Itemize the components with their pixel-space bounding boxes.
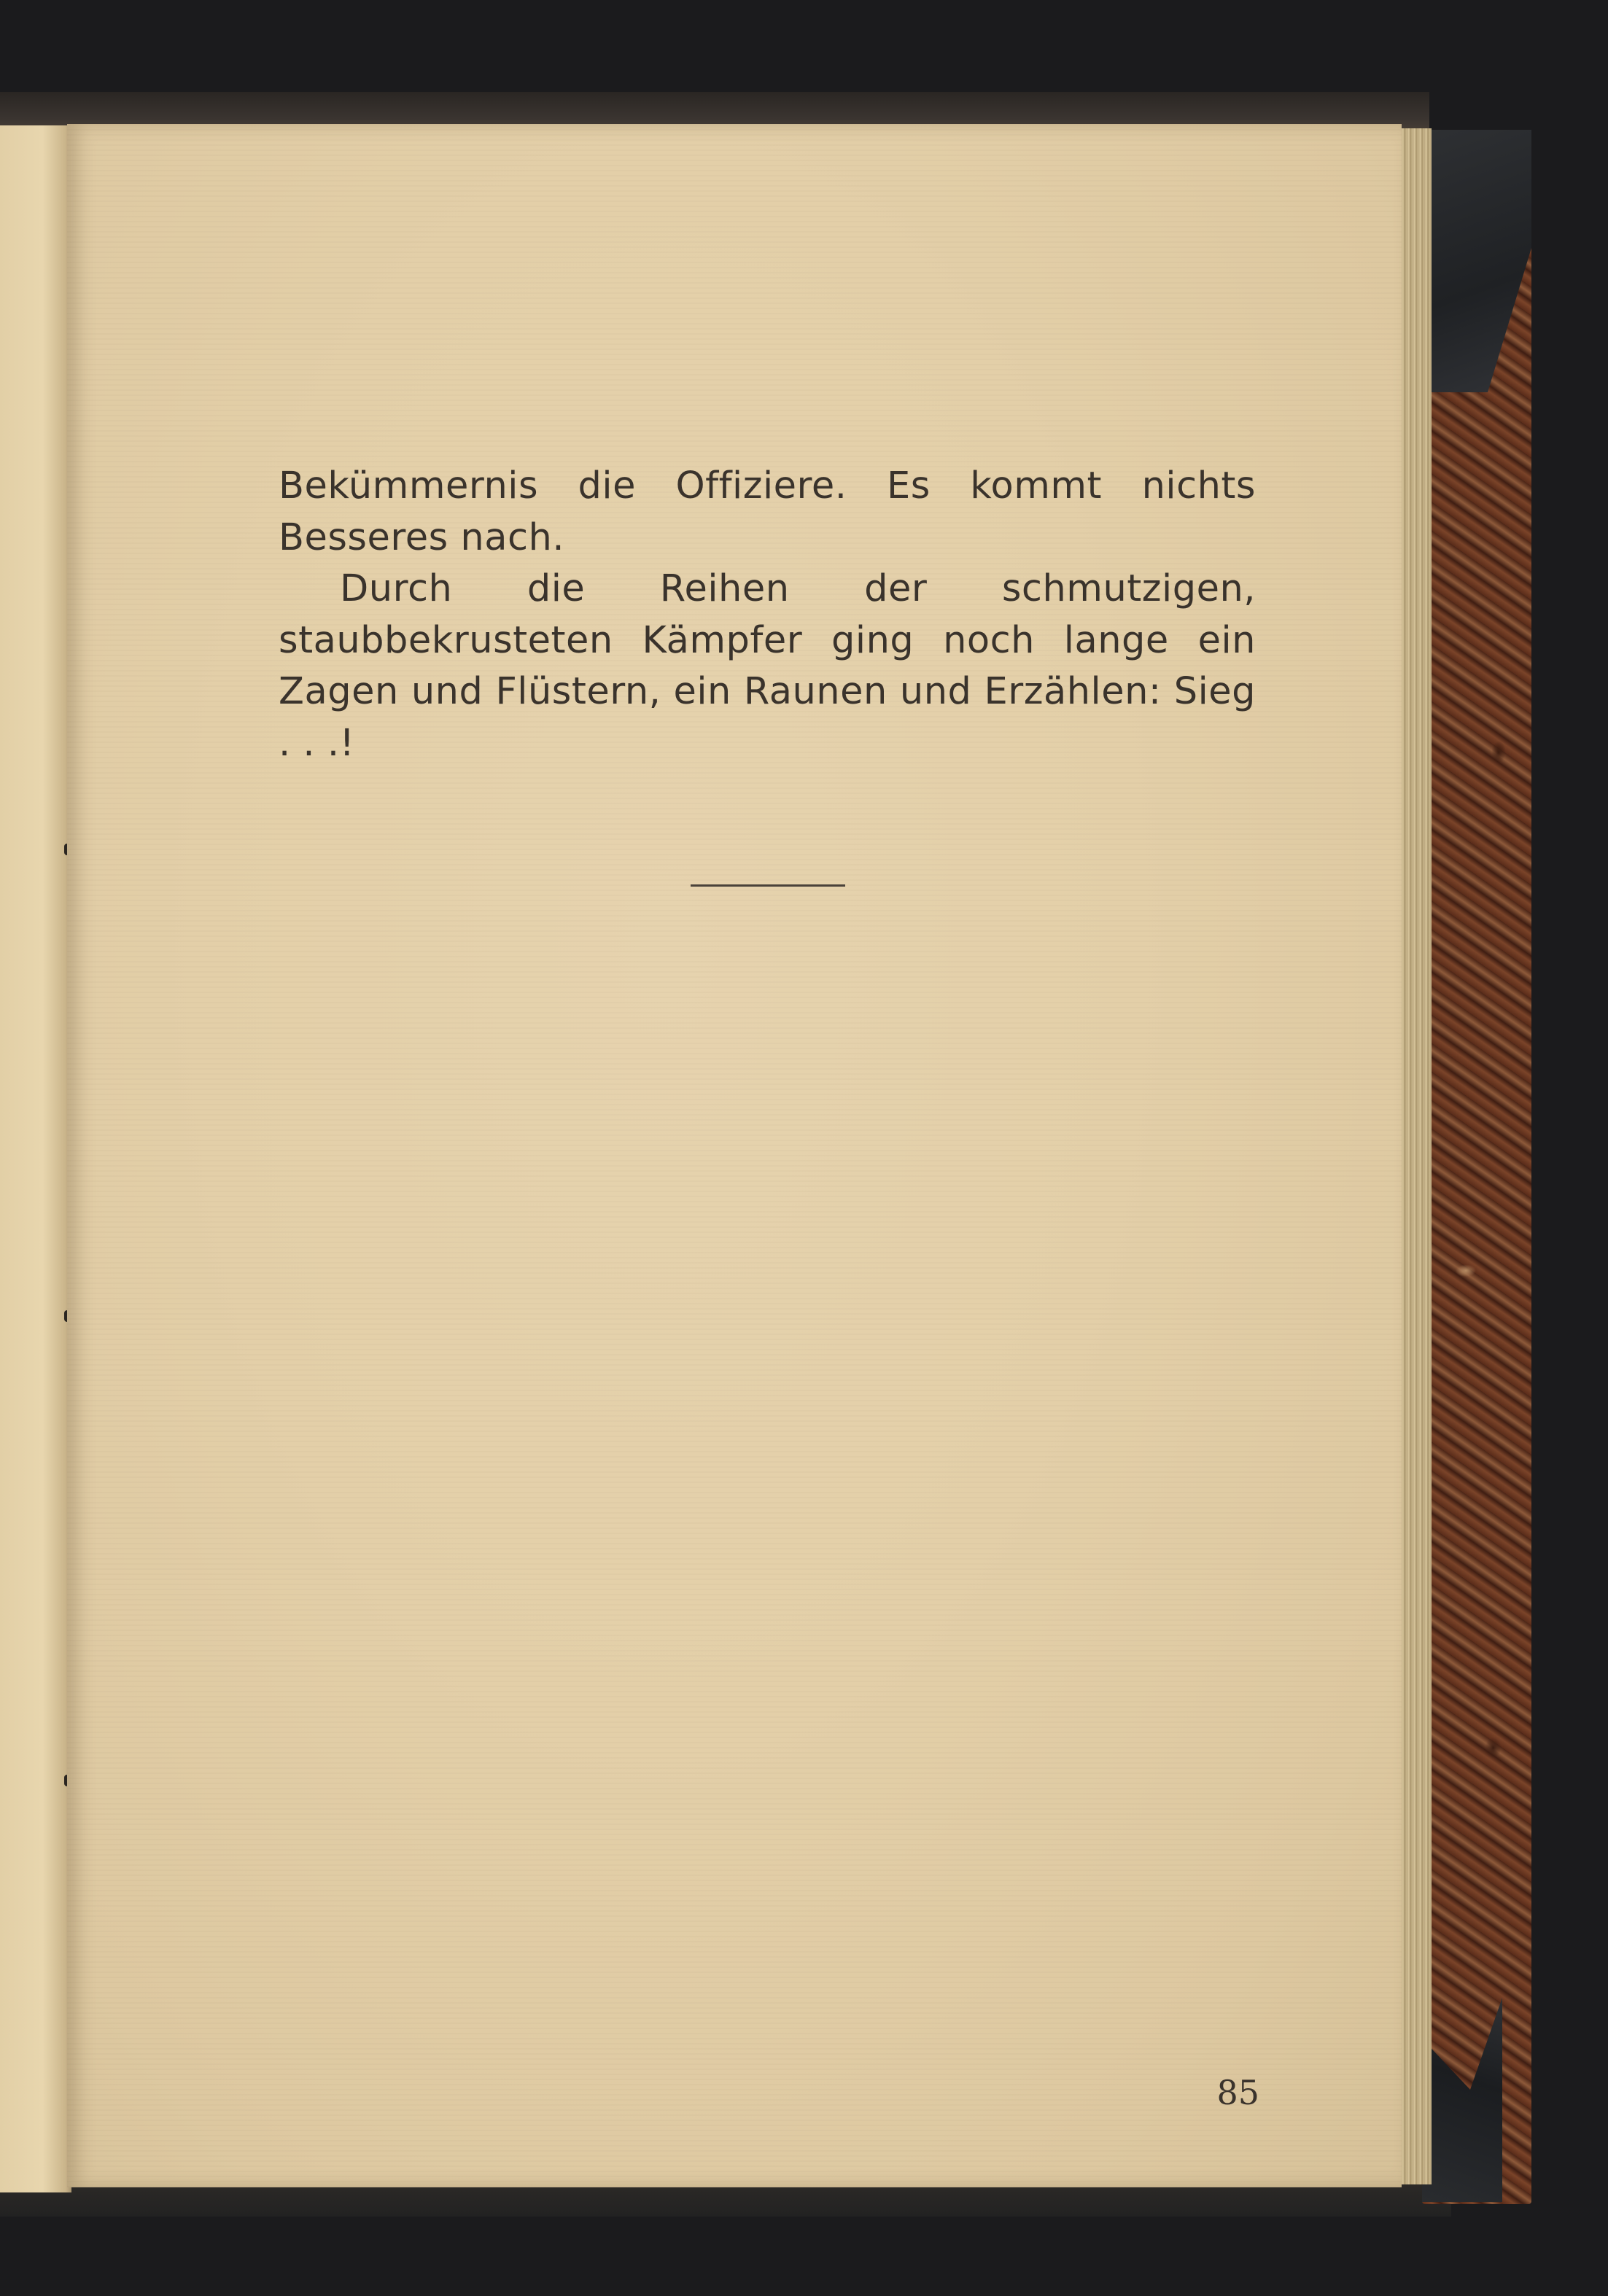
marbled-board bbox=[1422, 130, 1531, 2204]
page-number: 85 bbox=[1216, 2073, 1259, 2112]
body-text bbox=[279, 461, 1256, 769]
paragraph-1: Bekümmernis die Offiziere. Es kommt nichts Besseres nach. bbox=[279, 464, 1256, 559]
section-end-rule bbox=[691, 884, 845, 887]
book-page bbox=[67, 124, 1402, 2187]
left-page-sliver bbox=[0, 125, 71, 2192]
paragraph-2: Durch die Reihen der schmutzigen, staubbekrusteten Kämpfer ging noch lange ein Zagen und Flüstern, ein Raunen und Erzählen: Sieg . . .! bbox=[279, 567, 1256, 765]
